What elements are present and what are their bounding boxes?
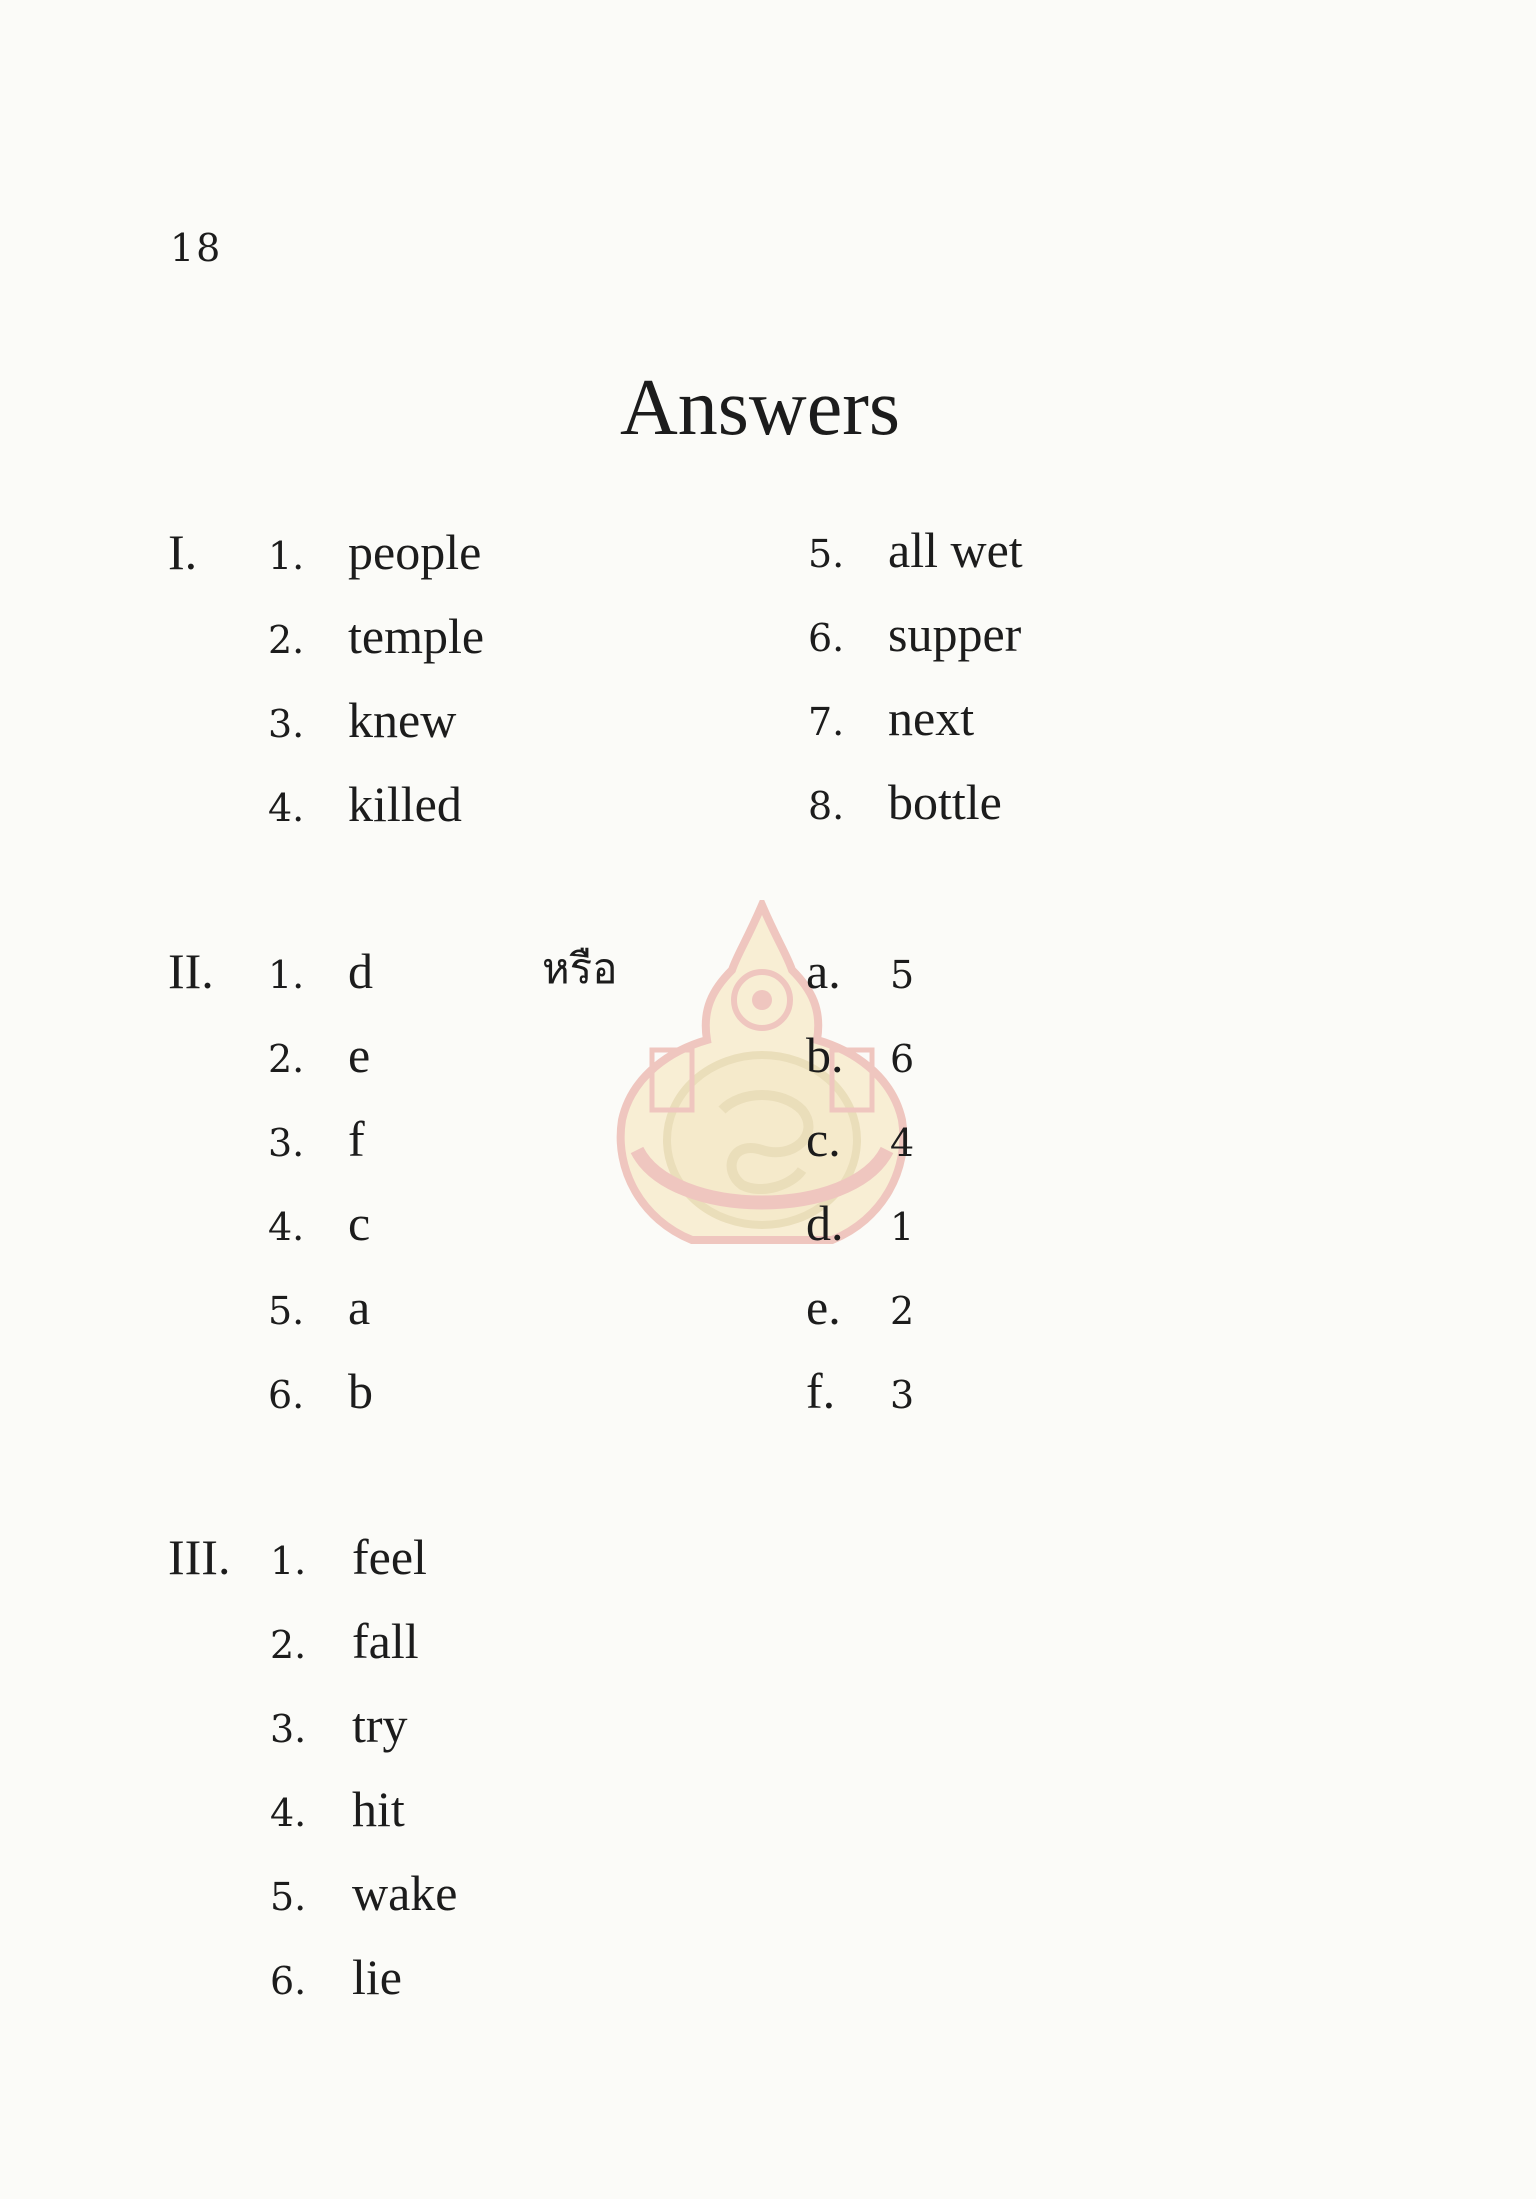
section-3-item-number: 4.	[270, 1791, 307, 1835]
section-1-item-number: 6.	[808, 616, 845, 660]
section-2-answer: a	[348, 1279, 371, 1335]
section-3-item-number: 6.	[270, 1959, 307, 2003]
section-2-letter: d.	[806, 1195, 844, 1251]
section-1-answer: temple	[348, 608, 485, 664]
section-1-label: I.	[168, 524, 198, 580]
section-2-answer: c	[348, 1195, 371, 1251]
section-2-value: 6	[890, 1037, 915, 1081]
section-2-answer: b	[348, 1363, 373, 1419]
section-3-answer: try	[352, 1697, 408, 1753]
section-1-answer: knew	[348, 692, 457, 748]
section-3-item-number: 3.	[270, 1707, 307, 1751]
section-2-letter: f.	[806, 1363, 836, 1419]
section-1-item-number: 5.	[808, 532, 845, 576]
section-2-answer: d	[348, 943, 373, 999]
section-2-item-number: 5.	[268, 1289, 305, 1333]
section-1-item-number: 7.	[808, 700, 845, 744]
section-2-value: 1	[890, 1205, 915, 1249]
section-1-item-number: 3.	[268, 702, 305, 746]
section-3-item-number: 2.	[270, 1623, 307, 1667]
section-2-value: 5	[890, 953, 915, 997]
section-1-item-number: 4.	[268, 786, 305, 830]
page-number: 18	[170, 226, 223, 270]
section-2-item-number: 1.	[268, 953, 305, 997]
section-2-letter: a.	[806, 943, 841, 999]
section-2-value: 2	[890, 1289, 915, 1333]
section-2-answer: e	[348, 1027, 371, 1083]
section-1-item-number: 2.	[268, 618, 305, 662]
section-1-answer: killed	[348, 776, 462, 832]
section-1-answer: all wet	[888, 522, 1023, 578]
section-3-item-number: 5.	[270, 1875, 307, 1919]
section-1-answer: next	[888, 690, 975, 746]
section-1-answer: bottle	[888, 774, 1002, 830]
section-2-letter: c.	[806, 1111, 841, 1167]
section-3-answer: fall	[352, 1613, 419, 1669]
seal-emblem-icon	[612, 900, 915, 1250]
section-3-item-number: 1.	[270, 1539, 307, 1583]
page-title: Answers	[620, 364, 900, 452]
section-2-item-number: 6.	[268, 1373, 305, 1417]
section-3-answer: feel	[352, 1529, 427, 1585]
section-2-letter: b.	[806, 1027, 844, 1083]
section-1-item-number: 1.	[268, 534, 305, 578]
section-3-answer: hit	[352, 1781, 405, 1837]
section-1-item-number: 8.	[808, 784, 845, 828]
section-2-item-number: 4.	[268, 1205, 305, 1249]
section-1-answer: supper	[888, 606, 1022, 662]
section-3-answer: wake	[352, 1865, 458, 1921]
section-3-label: III.	[168, 1529, 231, 1585]
section-2-label: II.	[168, 943, 214, 999]
section-2-value: 3	[890, 1373, 915, 1417]
or-word: หรือ	[542, 944, 618, 993]
section-2-value: 4	[890, 1121, 915, 1165]
section-1-answer: people	[348, 524, 482, 580]
section-2-item-number: 3.	[268, 1121, 305, 1165]
section-3-answer: lie	[352, 1949, 402, 2005]
section-2-item-number: 2.	[268, 1037, 305, 1081]
section-2-letter: e.	[806, 1279, 841, 1335]
section-2-answer: f	[348, 1111, 365, 1167]
